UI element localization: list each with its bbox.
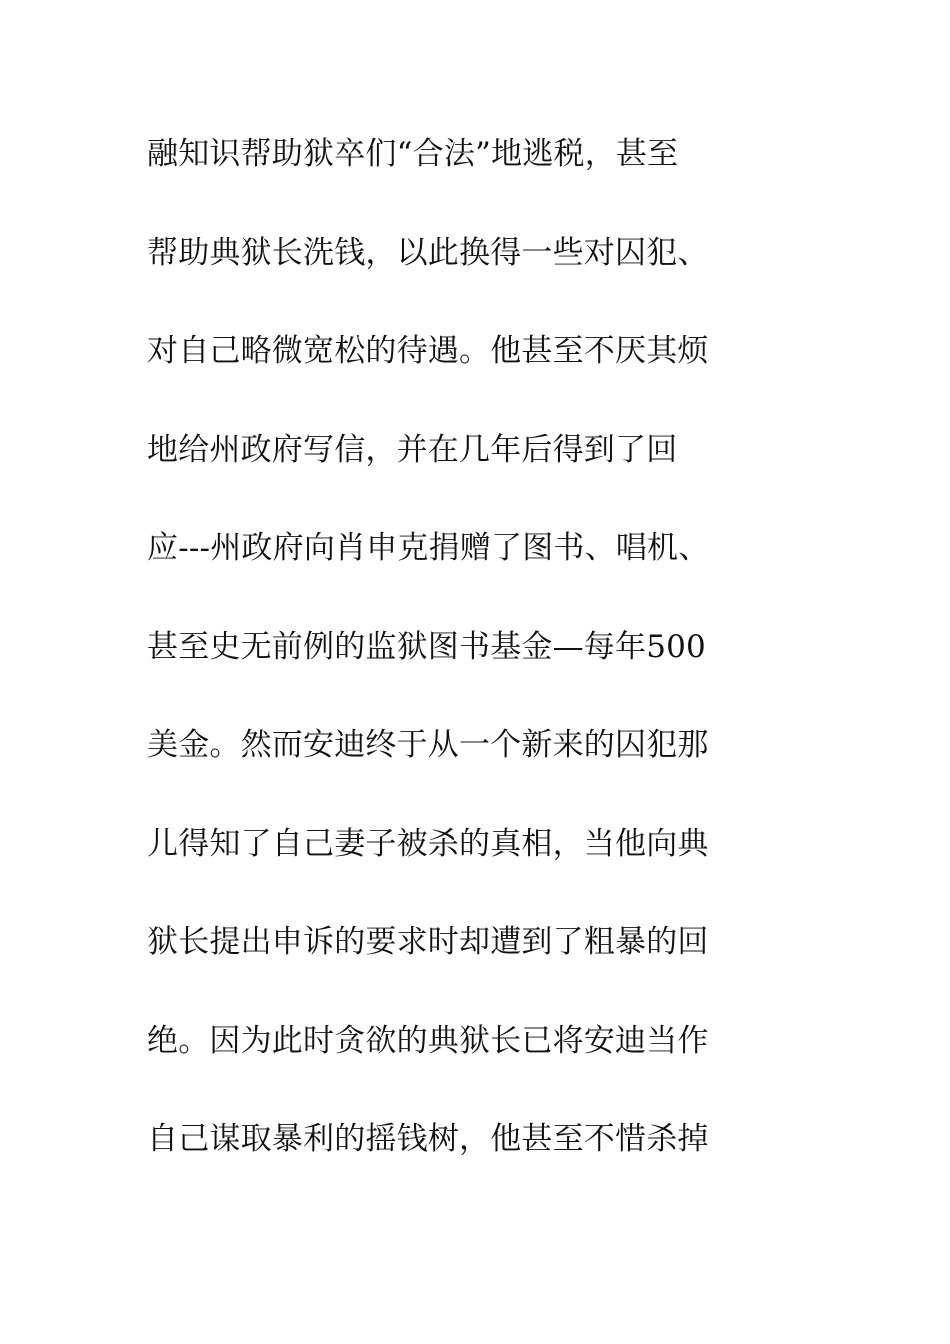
- text-line-1: 融知识帮助狱卒们“合法”地逃税，甚至: [147, 136, 679, 172]
- text-line-3: 对自己略微宽松的待遇。他甚至不厌其烦: [147, 333, 709, 369]
- text-line-8: 儿得知了自己妻子被杀的真相，当他向典: [147, 825, 709, 862]
- body-text: [147, 124, 807, 1208]
- text-line-7: 美金。然而安迪终于从一个新来的囚犯那: [147, 727, 709, 763]
- text-line-4: 地给州政府写信，并在几年后得到了回: [147, 431, 678, 468]
- text-line-6: 甚至史无前例的监狱图书基金—每年500: [147, 628, 706, 665]
- text-line-9: 狱长提出申诉的要求时却遭到了粗暴的回: [147, 924, 709, 960]
- text-line-2: 帮助典狱长洗钱，以此换得一些对囚犯、: [147, 234, 709, 271]
- text-line-11: 自己谋取暴利的摇钱树，他甚至不惜杀掉: [147, 1121, 709, 1157]
- text-line-10: 绝。因为此时贪欲的典狱长已将安迪当作: [147, 1022, 709, 1059]
- text-line-5: 应---州政府向肖申克捐赠了图书、唱机、: [147, 530, 710, 566]
